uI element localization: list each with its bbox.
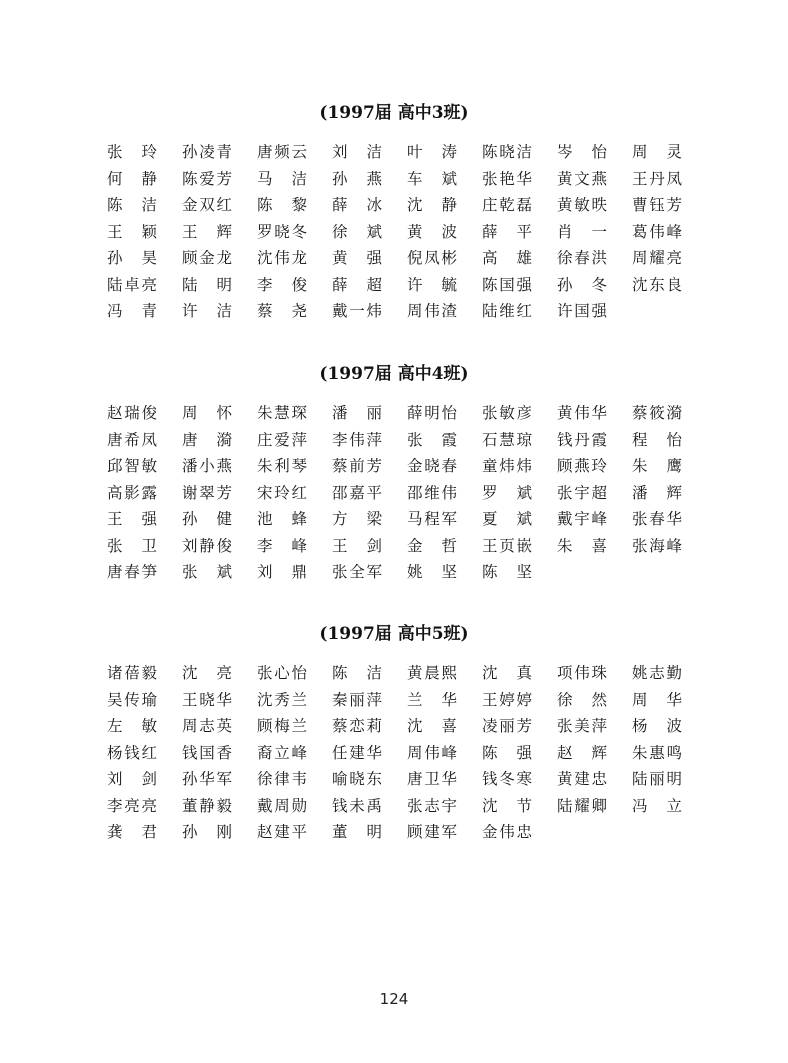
student-name: 沈 伟 龙	[257, 249, 307, 267]
student-name: 张 卫	[107, 536, 157, 555]
student-name: 赵 辉	[557, 743, 607, 762]
student-name: 周 怀	[182, 404, 232, 422]
student-name: 朱 慧 琛	[257, 404, 307, 422]
student-name: 孙 刚	[182, 823, 232, 841]
student-name: 庄 乾 磊	[482, 196, 532, 214]
student-name: 王 颖	[107, 222, 157, 241]
student-name: 朱 喜	[557, 536, 607, 555]
name-row	[0, 715, 788, 742]
student-name: 夏 斌	[482, 510, 532, 528]
student-name: 唐 卫 华	[407, 770, 457, 788]
student-name: 宋 玲 红	[257, 483, 307, 502]
student-name: 石 慧 琼	[482, 430, 532, 449]
student-name: 董 明	[332, 823, 382, 841]
student-name: 蔡 尧	[257, 302, 307, 320]
student-name: 周 伟 渣	[407, 302, 457, 320]
name-row	[0, 168, 788, 195]
student-name: 沈 真	[482, 664, 532, 682]
student-name: 薛 冰	[332, 196, 382, 214]
section-title: (1997届 高中3班)	[319, 103, 469, 123]
student-name: 庄 爱 萍	[257, 430, 307, 449]
student-name: 周 灵	[632, 143, 682, 161]
student-name: 王 丹 凤	[632, 169, 682, 188]
student-name: 陈 洁	[107, 196, 157, 214]
student-name: 邵 嘉 平	[332, 483, 382, 502]
student-name: 项 伟 珠	[557, 664, 607, 682]
name-row	[0, 429, 788, 456]
student-name: 张 斌	[182, 563, 232, 581]
student-name: 潘 辉	[632, 483, 682, 502]
student-name: 黄 文 燕	[557, 169, 607, 188]
student-name: 左 敏	[107, 717, 157, 735]
student-name: 徐 春 洪	[557, 249, 607, 267]
student-name: 罗 晓 冬	[257, 222, 307, 241]
student-name: 金 哲	[407, 536, 457, 555]
student-name: 朱 惠 鸣	[632, 743, 682, 762]
student-name: 杨 波	[632, 717, 682, 735]
student-name: 薛 超	[332, 275, 382, 294]
student-name: 金 伟 忠	[482, 823, 532, 841]
student-name: 孙 昊	[107, 249, 157, 267]
name-row	[0, 662, 788, 689]
student-name: 蔡 前 芳	[332, 457, 382, 475]
student-name: 孙 凌 青	[182, 143, 232, 161]
student-name: 唐 春 笋	[107, 563, 157, 581]
name-grid	[0, 662, 788, 848]
student-name: 兰 华	[407, 690, 457, 709]
student-name: 诸 蓓 毅	[107, 664, 157, 682]
student-name: 徐 斌	[332, 222, 382, 241]
student-name: 朱 鹰	[632, 457, 682, 475]
student-name: 吴 传 瑜	[107, 690, 157, 709]
student-name: 徐 然	[557, 690, 607, 709]
student-name: 车 斌	[407, 169, 457, 188]
student-name: 顾 燕 玲	[557, 457, 607, 475]
student-name: 周 伟 峰	[407, 743, 457, 762]
student-name: 赵 瑞 俊	[107, 404, 157, 422]
student-name: 薛 平	[482, 222, 532, 241]
student-name: 葛 伟 峰	[632, 222, 682, 241]
student-name: 张 心 怡	[257, 664, 307, 682]
student-name: 陈 爱 芳	[182, 169, 232, 188]
student-name: 戴 周 勋	[257, 796, 307, 815]
name-row	[0, 482, 788, 509]
student-name: 沈 喜	[407, 717, 457, 735]
student-name: 高 雄	[482, 249, 532, 267]
student-name: 朱 利 琴	[257, 457, 307, 475]
student-name: 张 玲	[107, 143, 157, 161]
name-row	[0, 221, 788, 248]
student-name: 周 华	[632, 690, 682, 709]
student-name: 钱 未 禹	[332, 796, 382, 815]
student-name: 秦 丽 萍	[332, 690, 382, 709]
student-name: 黄 晨 熙	[407, 664, 457, 682]
student-name: 唐 漪	[182, 430, 232, 449]
student-name: 王 婷 婷	[482, 690, 532, 709]
name-row	[0, 300, 788, 327]
student-name: 张 美 萍	[557, 717, 607, 735]
student-name: 刘 洁	[332, 143, 382, 161]
student-name: 孙 健	[182, 510, 232, 528]
student-name: 顾 梅 兰	[257, 717, 307, 735]
name-row	[0, 795, 788, 822]
student-name: 张 宇 超	[557, 483, 607, 502]
name-row	[0, 274, 788, 301]
student-name: 沈 静	[407, 196, 457, 214]
student-name: 邱 智 敏	[107, 457, 157, 475]
name-row	[0, 821, 788, 848]
student-name: 戴 宇 峰	[557, 510, 607, 528]
student-name: 凌 丽 芳	[482, 717, 532, 735]
student-name: 沈 亮	[182, 664, 232, 682]
student-name: 许 国 强	[557, 302, 607, 320]
section-title: (1997届 高中4班)	[319, 364, 469, 384]
student-name: 沈 东 良	[632, 275, 682, 294]
student-name: 孙 冬	[557, 275, 607, 294]
student-name: 李 峰	[257, 536, 307, 555]
student-name: 叶 涛	[407, 143, 457, 161]
name-row	[0, 194, 788, 221]
student-name: 张 全 军	[332, 563, 382, 581]
name-row	[0, 247, 788, 274]
student-name: 蔡 筱 漪	[632, 404, 682, 422]
name-row	[0, 689, 788, 716]
student-name: 徐 律 韦	[257, 770, 307, 788]
student-name: 张 敏 彦	[482, 404, 532, 422]
student-name: 陆 明	[182, 275, 232, 294]
student-name: 池 蜂	[257, 510, 307, 528]
name-row	[0, 535, 788, 562]
student-name: 张 艳 华	[482, 169, 532, 188]
name-row	[0, 455, 788, 482]
student-name: 张 海 峰	[632, 536, 682, 555]
student-name: 肖 一	[557, 222, 607, 241]
student-name: 邵 维 伟	[407, 483, 457, 502]
student-name: 倪 凤 彬	[407, 249, 457, 267]
student-name: 陆 维 红	[482, 302, 532, 320]
student-name: 戴 一 炜	[332, 302, 382, 320]
student-name: 王 辉	[182, 222, 232, 241]
name-row	[0, 742, 788, 769]
name-row	[0, 768, 788, 795]
student-name: 黄 波	[407, 222, 457, 241]
student-name: 陈 强	[482, 743, 532, 762]
student-name: 刘 鼎	[257, 563, 307, 581]
student-name: 张 霞	[407, 430, 457, 449]
name-row	[0, 561, 788, 588]
name-row	[0, 508, 788, 535]
student-name: 曹 钰 芳	[632, 196, 682, 214]
student-name: 陈 国 强	[482, 275, 532, 294]
student-name: 谢 翠 芳	[182, 483, 232, 502]
student-name: 王 剑	[332, 536, 382, 555]
student-name: 王 强	[107, 510, 157, 528]
page-number: 124	[379, 990, 409, 1008]
name-row	[0, 402, 788, 429]
student-name: 龚 君	[107, 823, 157, 841]
student-name: 沈 节	[482, 796, 532, 815]
student-name: 顾 金 龙	[182, 249, 232, 267]
student-name: 陆 耀 卿	[557, 796, 607, 815]
student-name: 金 双 红	[182, 196, 232, 214]
student-name: 钱 冬 寒	[482, 770, 532, 788]
student-name: 冯 青	[107, 302, 157, 320]
student-name: 钱 丹 霞	[557, 430, 607, 449]
student-name: 方 梁	[332, 510, 382, 528]
name-grid	[0, 141, 788, 327]
student-name: 潘 小 燕	[182, 457, 232, 475]
name-row	[0, 141, 788, 168]
name-grid	[0, 402, 788, 588]
student-name: 马 程 军	[407, 510, 457, 528]
student-name: 姚 志 勤	[632, 664, 682, 682]
student-name: 陈 坚	[482, 563, 532, 581]
student-name: 刘 剑	[107, 770, 157, 788]
student-name: 罗 斌	[482, 483, 532, 502]
student-name: 李 俊	[257, 275, 307, 294]
student-name: 裔 立 峰	[257, 743, 307, 762]
student-name: 黄 建 忠	[557, 770, 607, 788]
student-name: 陆 卓 亮	[107, 275, 157, 294]
student-name: 李 伟 萍	[332, 430, 382, 449]
student-name: 高 影 露	[107, 483, 157, 502]
student-name: 杨 钱 红	[107, 743, 157, 762]
student-name: 王 晓 华	[182, 690, 232, 709]
student-name: 钱 国 香	[182, 743, 232, 762]
student-name: 童 炜 炜	[482, 457, 532, 475]
student-name: 周 耀 亮	[632, 249, 682, 267]
student-name: 岑 怡	[557, 143, 607, 161]
student-name: 顾 建 军	[407, 823, 457, 841]
student-name: 冯 立	[632, 796, 682, 815]
student-name: 金 晓 春	[407, 457, 457, 475]
student-name: 何 静	[107, 169, 157, 188]
student-name: 张 春 华	[632, 510, 682, 528]
student-name: 刘 静 俊	[182, 536, 232, 555]
student-name: 赵 建 平	[257, 823, 307, 841]
student-name: 张 志 宇	[407, 796, 457, 815]
student-name: 姚 坚	[407, 563, 457, 581]
student-name: 孙 燕	[332, 169, 382, 188]
section-title: (1997届 高中5班)	[319, 624, 469, 644]
student-name: 喻 晓 东	[332, 770, 382, 788]
student-name: 薛 明 怡	[407, 404, 457, 422]
student-name: 周 志 英	[182, 717, 232, 735]
student-name: 马 洁	[257, 169, 307, 188]
student-name: 孙 华 军	[182, 770, 232, 788]
student-name: 许 洁	[182, 302, 232, 320]
student-name: 任 建 华	[332, 743, 382, 762]
student-name: 蔡 恋 莉	[332, 717, 382, 735]
student-name: 沈 秀 兰	[257, 690, 307, 709]
student-name: 黄 强	[332, 249, 382, 267]
student-name: 王 页 嵌	[482, 536, 532, 555]
student-name: 陈 洁	[332, 664, 382, 682]
student-name: 董 静 毅	[182, 796, 232, 815]
student-name: 唐 希 凤	[107, 430, 157, 449]
student-name: 潘 丽	[332, 404, 382, 422]
student-name: 陆 丽 明	[632, 770, 682, 788]
student-name: 陈 黎	[257, 196, 307, 214]
student-name: 黄 伟 华	[557, 404, 607, 422]
student-name: 黄 敏 昳	[557, 196, 607, 214]
student-name: 程 怡	[632, 430, 682, 449]
student-name: 许 毓	[407, 275, 457, 294]
student-name: 陈 晓 洁	[482, 143, 532, 161]
student-name: 唐 频 云	[257, 143, 307, 161]
student-name: 李 亮 亮	[107, 796, 157, 815]
